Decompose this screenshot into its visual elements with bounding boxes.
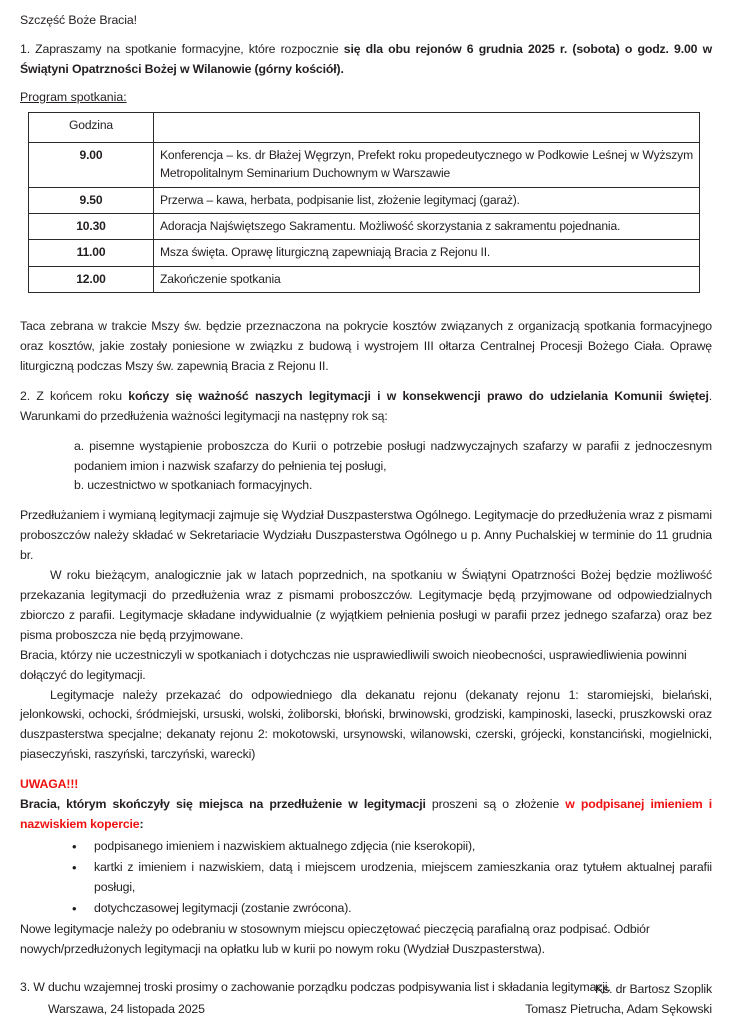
point1-plain: 1. Zapraszamy na spotkanie formacyjne, które rozpocznie [20, 42, 344, 57]
program-table [28, 112, 700, 293]
paragraph-stamp: Nowe legitymacje należy po odebraniu w stosownym miejscu opieczętować pieczęcią parafialną oraz podpisać. Odbiór nowych/przedłużonych legitymacji na opłatku lub w kurii po nowym roku (Wydział Duszpasterstwa). [20, 922, 650, 957]
signature-row-1 [20, 980, 712, 1000]
paragraph-warning [20, 795, 712, 835]
table-cell-desc: Konferencja – ks. dr Błażej Węgrzyn, Prefekt roku propedeutycznego w Podkowie Leśnej w Wyższym Metropolitalnym Seminarium Duchownym w Warszawie [154, 142, 700, 187]
table-cell-hour: 9.00 [29, 142, 154, 187]
signature-name-priest: Ks. dr Bartosz Szoplik [595, 982, 712, 997]
table-cell-hour: 9.50 [29, 187, 154, 213]
condition-b: b. uczestnictwo w spotkaniach formacyjnych. [74, 478, 313, 493]
paragraph-point-2 [20, 387, 712, 427]
paragraph-renewal: Przedłużaniem i wymianą legitymacji zajmuje się Wydział Duszpasterstwa Ogólnego. Legitymacje do przedłużenia wraz z pismami proboszczów należy składać w Sekretariacie Wydziału Duszpasterstwa Ogólnego u p. Anny Puchalskiej w terminie do 11 grudnia br. [20, 508, 712, 563]
table-header-desc [154, 112, 700, 142]
table-cell-desc: Zakończenie spotkania [154, 266, 700, 292]
signature-block [20, 980, 712, 1020]
warning-item-list [20, 837, 712, 919]
table-row [29, 213, 700, 239]
list-item: • podpisanego imieniem i nazwiskiem aktualnego zdjęcia (nie kserokopii), [72, 837, 712, 857]
paragraph-point-3: 3. W duchu wzajemnej troski prosimy o zachowanie porządku podczas podpisywania list i składania legitymacji. [20, 980, 611, 995]
warning-bold-start: Bracia, którym skończyły się miejsca na przedłużenie w legitymacji [20, 797, 426, 812]
table-cell-desc: Przerwa – kawa, herbata, podpisanie list, złożenie legitymacj (garaż). [154, 187, 700, 213]
warning-red-bold: w podpisanej imieniem i nazwiskiem kopercie [20, 797, 712, 831]
paragraph-collection: Taca zebrana w trakcie Mszy św. będzie przeznaczona na pokrycie kosztów związanych z organizacją spotkania formacyjnego oraz kosztów, jakie zostały poniesione w związku z budową i wystrojem III ołtarza Centralnej Procesji Bożego Ciała. Oprawę liturgiczną podczas Mszy św. zapewnią Bracia z Rejonu II. [20, 319, 712, 373]
point2-plain-start: 2. Z końcem roku [20, 388, 129, 403]
greeting-line: Szczęść Boże Bracia! [20, 13, 137, 27]
table-cell-hour: 10.30 [29, 213, 154, 239]
table-cell-desc: Msza święta. Oprawę liturgiczną zapewniają Bracia z Rejonu II. [154, 240, 700, 266]
warning-plain-end: : [139, 816, 144, 831]
paragraph-current-year: W roku bieżącym, analogicznie jak w latach poprzednich, na spotkaniu w Świątyni Opatrzności Bożej będzie możliwość przekazania legitymacji do przedłużenia wraz z pismami proboszczów. Legitymacje będą przyjmowane od odpowiedzialnych zbiorczo z parafii. Legitymacje składane indywidualnie (z wyjątkiem pełnienia posługi w parafii przez jednego szafarza) oraz bez pisma proboszcza nie będą przyjmowane. [20, 568, 712, 642]
table-row [29, 266, 700, 292]
list-item: • kartki z imieniem i nazwiskiem, datą i miejscem urodzenia, miejscem zamieszkania oraz tytułem aktualnej parafii posługi, [72, 858, 712, 898]
signature-row-2 [20, 1000, 712, 1020]
program-label: Program spotkania: [20, 90, 127, 105]
table-cell-desc: Adoracja Najświętszego Sakramentu. Możliwość skorzystania z sakramentu pojednania. [154, 213, 700, 239]
spacer [20, 293, 712, 317]
table-header-hour: Godzina [29, 112, 154, 142]
table-cell-hour: 11.00 [29, 240, 154, 266]
point1-bold: się dla obu rejonów 6 grudnia 2025 r. (sobota) o godz. 9.00 w Świątyni Opatrzności Bożej w Wilanowie (górny kościół). [20, 42, 713, 77]
table-row [29, 187, 700, 213]
table-row [29, 240, 700, 266]
table-row [29, 142, 700, 187]
place-and-date: Warszawa, 24 listopada 2025 [48, 1002, 205, 1017]
warning-plain-mid: proszeni są o złożenie [425, 797, 566, 812]
paragraph-deaneries: Legitymacje należy przekazać do odpowiedniego dla dekanatu rejonu (dekanaty rejonu 1: staromiejski, bielański, jelonkowski, ochocki, śródmiejski, ursuski, wolski, żoliborski, błoński, brwinowski, grodziski, kampinoski, lasecki, pruszkowski oraz duszpasterstwa specjalne; dekanaty rejonu 2: mokotowski, ursynowski, wilanowski, czerski, grójecki, konstanciński, mogielnicki, piaseczyński, raszyński, tarczyński, warecki) [20, 687, 712, 762]
paragraph-absence: Bracia, którzy nie uczestniczyli w spotkaniach i dotychczas nie usprawiedliwili swoich nieobecności, usprawiedliwienia powinni dołączyć do legitymacji. [20, 647, 687, 682]
signature-names-lay: Tomasz Pietrucha, Adam Sękowski [525, 1002, 712, 1017]
table-header-row [29, 112, 700, 142]
warning-heading: UWAGA!!! [20, 777, 79, 792]
list-item: • dotychczasowej legitymacji (zostanie zwrócona). [72, 899, 712, 919]
point2-plain-end: . Warunkami do przedłużenia ważności legitymacji na następny rok są: [20, 388, 712, 423]
table-cell-hour: 12.00 [29, 266, 154, 292]
point2-bold: kończy się ważność naszych legitymacji i w konsekwencji prawo do udzielania Komunii świętej [128, 388, 709, 403]
paragraph-point-1 [20, 40, 712, 80]
condition-a: a. pisemne wystąpienie proboszcza do Kurii o potrzebie posługi nadzwyczajnych szafarzy w parafii z jednoczesnym podaniem imion i nazwisk szafarzy do pełnienia tej posługi, [74, 438, 712, 473]
